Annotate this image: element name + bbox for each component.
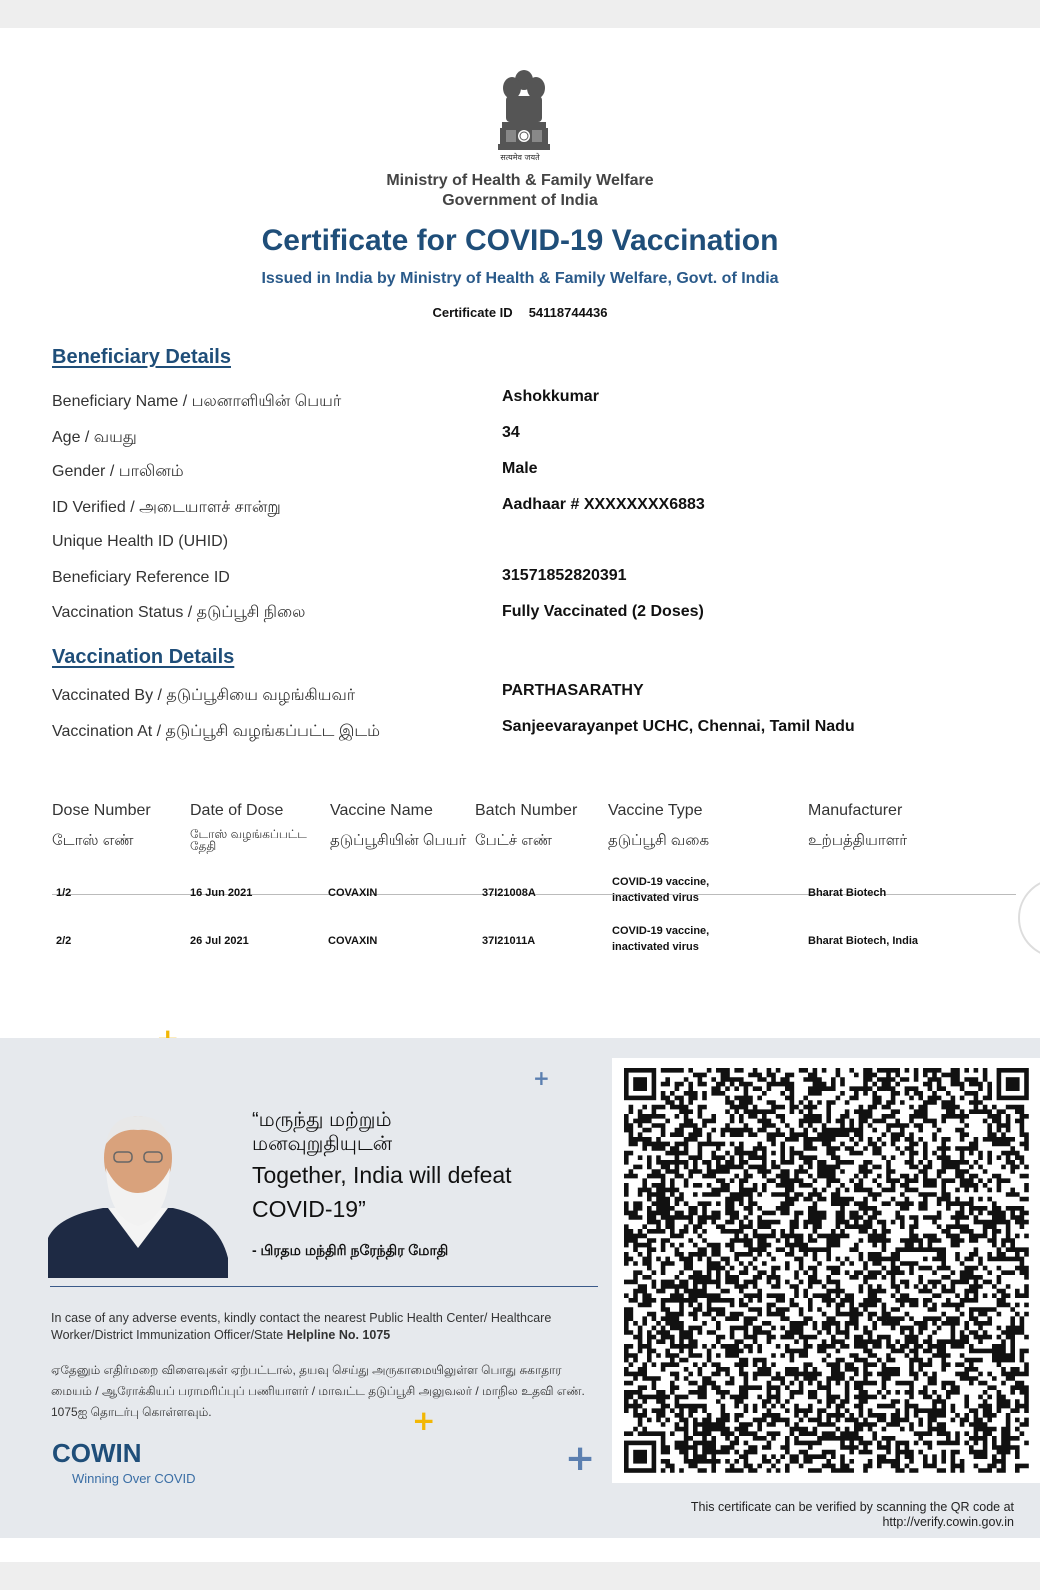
col-header-en: Vaccine Name	[330, 802, 433, 819]
id-verified-row	[52, 498, 1012, 522]
field-value: Fully Vaccinated (2 Doses)	[502, 603, 704, 620]
helpline-number: Helpline No. 1075	[286, 1328, 391, 1342]
beneficiary-details-heading: Beneficiary Details	[52, 346, 231, 368]
col-header-dose-number	[52, 802, 151, 851]
quote-tamil-line2: மனவுறுதியுடன்	[252, 1133, 393, 1155]
ministry-name: Ministry of Health & Family Welfare	[386, 172, 654, 189]
field-value: 34	[502, 424, 520, 441]
certificate-id-label: Certificate ID	[432, 305, 513, 320]
field-value: Sanjeevarayanpet UCHC, Chennai, Tamil Nadu	[502, 718, 855, 735]
verify-note	[594, 1500, 1014, 1530]
field-label: Gender / பாலினம்	[52, 463, 184, 480]
national-emblem-icon	[484, 66, 564, 166]
col-header-en: Batch Number	[475, 802, 578, 819]
cell-date: 26 Jul 2021	[190, 935, 249, 947]
certificate-subtitle: Issued in India by Ministry of Health & Family Welfare, Govt. of India	[261, 270, 779, 287]
age-row	[52, 424, 1012, 452]
plus-decoration-icon: +	[412, 1404, 436, 1437]
field-label: Vaccination At / தடுப்பூசி வழங்கப்பட்ட இடம்	[52, 723, 380, 740]
field-label: Age / வயது	[52, 429, 137, 446]
cell-type-line2: inactivated virus	[612, 941, 699, 953]
cell-manufacturer: Bharat Biotech	[808, 887, 887, 899]
cell-date: 16 Jun 2021	[190, 887, 253, 899]
helpline-text	[51, 1310, 596, 1344]
plus-decoration-icon: +	[533, 1066, 550, 1090]
col-header-manufacturer	[808, 802, 907, 851]
certificate-id-value: 54118744436	[528, 305, 608, 320]
certificate-page	[0, 28, 1040, 1562]
beneficiary-reference-row	[52, 569, 1012, 593]
helpline-text-tamil: ஏதேனும் எதிர்மறை விளைவுகள் ஏற்பட்டால், தயவு செய்து அருகாமையிலுள்ள பொது சுகாதார மையம் / ஆரோக்கியப் பராமரிப்புப் பணியாளர் / மாவட்ட தடுப்பூசி அலுவலர் / மாநில உதவி எண். 1075ஐ தொடர்பு கொள்ளவும்.	[51, 1363, 585, 1419]
vaccination-at-row	[52, 718, 1012, 746]
certificate-title: Certificate for COVID-19 Vaccination	[261, 224, 779, 257]
decorative-circle	[1018, 878, 1040, 958]
qr-code	[612, 1058, 1040, 1483]
col-header-ta: தடுப்பூசியின் பெயர்	[330, 832, 467, 849]
plus-decoration-icon: +	[565, 1438, 596, 1479]
field-value: 31571852820391	[502, 567, 627, 584]
footer-panel	[0, 1038, 1040, 1538]
field-value: PARTHASARATHY	[502, 682, 644, 699]
footer-divider	[50, 1286, 598, 1287]
cell-type-line2: inactivated virus	[612, 892, 699, 904]
cell-dose: 1/2	[56, 887, 72, 899]
certificate-id	[0, 305, 1040, 320]
quote-tamil	[252, 1108, 392, 1156]
cell-dose: 2/2	[56, 935, 72, 947]
col-header-ta: உற்பத்தியாளர்	[808, 832, 908, 849]
field-value: Male	[502, 460, 538, 477]
helpline-body: In case of any adverse events, kindly contact the nearest Public Health Center/ Healthcare Worker/District Immunization Officer/State	[51, 1311, 552, 1342]
col-header-ta: தடுப்பூசி வகை	[608, 832, 710, 849]
field-label: Unique Health ID (UHID)	[52, 533, 229, 550]
quote-tamil-line1: “மருந்து மற்றும்	[252, 1109, 392, 1131]
vaccination-status-row	[52, 603, 1012, 627]
col-header-ta: டோஸ் வழங்கப்பட்ட தேதி	[190, 827, 307, 853]
emblem-caption: सत्यमेव जयते	[500, 153, 540, 162]
beneficiary-name-row	[52, 388, 1012, 416]
government-name: Government of India	[442, 192, 598, 209]
field-label: ID Verified / அடையாளச் சான்று	[52, 499, 281, 516]
field-label: Vaccinated By / தடுப்பூசியை வழங்கியவர்	[52, 687, 356, 704]
col-header-ta: பேட்ச் எண்	[475, 832, 553, 849]
cell-batch: 37I21011A	[482, 935, 536, 947]
col-header-vaccine-name	[330, 802, 466, 851]
vaccination-details-heading: Vaccination Details	[52, 646, 235, 668]
cowin-tagline: Winning Over COVID	[72, 1471, 196, 1486]
cell-type-line1: COVID-19 vaccine,	[612, 876, 710, 888]
col-header-en: Manufacturer	[808, 802, 903, 819]
col-header-en: Date of Dose	[190, 802, 284, 819]
field-label: Vaccination Status / தடுப்பூசி நிலை	[52, 604, 306, 621]
cowin-logo: COWIN	[52, 1438, 142, 1468]
col-header-batch-number	[475, 802, 577, 851]
quote-english: Together, India will defeat COVID-19”	[252, 1162, 512, 1222]
cell-manufacturer: Bharat Biotech, India	[808, 935, 919, 947]
field-value: Aadhaar # XXXXXXXX6883	[502, 496, 705, 513]
qr-code-panel	[612, 1058, 1040, 1483]
prime-minister-portrait	[48, 1108, 228, 1278]
cell-type-line1: COVID-19 vaccine,	[612, 925, 710, 937]
quote-attribution: - பிரதம மந்திரி நரேந்திர மோதி	[252, 1242, 449, 1258]
field-label: Beneficiary Reference ID	[52, 569, 230, 586]
verify-line1: This certificate can be verified by scanning the QR code at	[690, 1500, 1014, 1514]
cell-vaccine: COVAXIN	[328, 887, 378, 899]
vaccinated-by-row	[52, 682, 1012, 710]
verify-url: http://verify.cowin.gov.in	[882, 1515, 1014, 1529]
col-header-date-of-dose	[190, 802, 320, 852]
col-header-en: Dose Number	[52, 802, 151, 819]
col-header-en: Vaccine Type	[608, 802, 703, 819]
col-header-vaccine-type	[608, 802, 709, 851]
field-label: Beneficiary Name / பலனாளியின் பெயர்	[52, 393, 342, 410]
gender-row	[52, 462, 1012, 486]
uhid-row	[52, 533, 1012, 557]
cell-vaccine: COVAXIN	[328, 935, 378, 947]
field-value: Ashokkumar	[502, 388, 599, 405]
col-header-ta: டோஸ் எண்	[52, 832, 134, 849]
cell-batch: 37I21008A	[482, 887, 536, 899]
